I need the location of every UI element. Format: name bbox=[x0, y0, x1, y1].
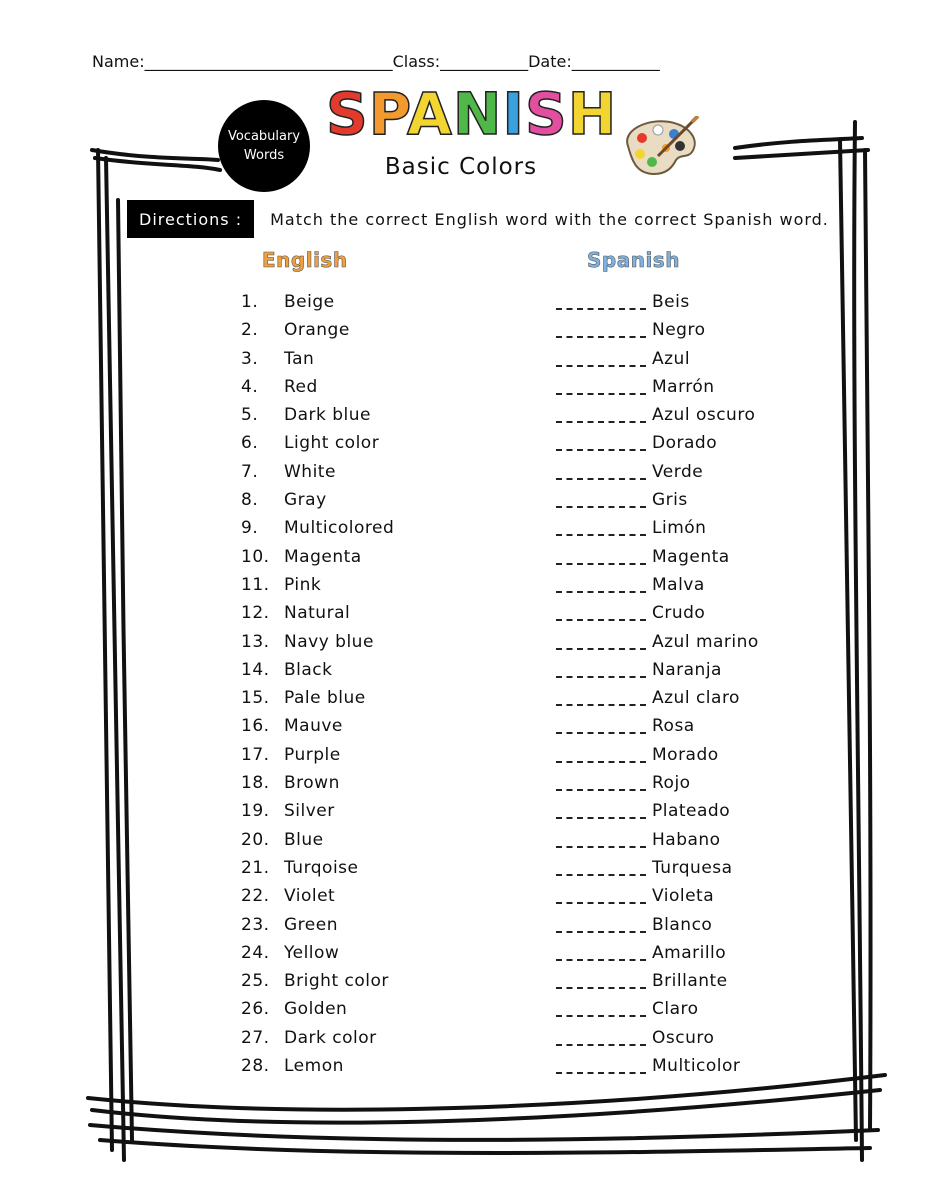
title-letter: I bbox=[502, 80, 525, 148]
list-item bbox=[0, 997, 927, 1025]
english-word: Multicolored bbox=[284, 518, 395, 539]
spanish-word: Blanco bbox=[652, 914, 713, 935]
item-number: 22. bbox=[241, 886, 270, 907]
english-word: Light color bbox=[284, 433, 380, 454]
list-item bbox=[0, 714, 927, 742]
english-word: Red bbox=[284, 376, 318, 397]
answer-blank[interactable] bbox=[556, 534, 646, 536]
spanish-title bbox=[326, 80, 618, 148]
title-letter: A bbox=[406, 80, 453, 148]
answer-blank[interactable] bbox=[556, 846, 646, 848]
title-letter: P bbox=[368, 80, 407, 148]
spanish-word: Habano bbox=[652, 829, 721, 850]
answer-blank[interactable] bbox=[556, 336, 646, 338]
spanish-word: Dorado bbox=[652, 433, 718, 454]
spanish-word: Azul claro bbox=[652, 688, 740, 709]
item-number: 20. bbox=[241, 829, 270, 850]
item-number: 17. bbox=[241, 744, 270, 765]
date-blank[interactable]: ___________ bbox=[571, 52, 660, 71]
paint-palette-icon bbox=[618, 116, 702, 178]
list-item bbox=[0, 658, 927, 686]
matching-list bbox=[0, 290, 927, 1082]
spanish-word: Marrón bbox=[652, 376, 715, 397]
spanish-word: Limón bbox=[652, 518, 707, 539]
answer-blank[interactable] bbox=[556, 365, 646, 367]
english-word: Dark blue bbox=[284, 405, 371, 426]
item-number: 26. bbox=[241, 999, 270, 1020]
item-number: 14. bbox=[241, 659, 270, 680]
list-item bbox=[0, 375, 927, 403]
english-word: Bright color bbox=[284, 971, 389, 992]
english-word: Golden bbox=[284, 999, 348, 1020]
item-number: 28. bbox=[241, 1056, 270, 1077]
english-word: Turqoise bbox=[284, 857, 359, 878]
student-info-line bbox=[92, 52, 852, 71]
english-word: Yellow bbox=[284, 942, 340, 963]
list-item bbox=[0, 460, 927, 488]
english-word: Tan bbox=[284, 348, 315, 369]
item-number: 11. bbox=[241, 574, 270, 595]
date-label: Date: bbox=[528, 52, 572, 71]
spanish-word: Turquesa bbox=[652, 857, 733, 878]
name-blank[interactable]: _______________________________ bbox=[144, 52, 393, 71]
answer-blank[interactable] bbox=[556, 902, 646, 904]
title-letter: H bbox=[567, 80, 618, 148]
english-word: Blue bbox=[284, 829, 324, 850]
spanish-word: Oscuro bbox=[652, 1027, 715, 1048]
answer-blank[interactable] bbox=[556, 421, 646, 423]
english-word: Pale blue bbox=[284, 688, 366, 709]
spanish-word: Brillante bbox=[652, 971, 728, 992]
spanish-word: Beis bbox=[652, 292, 690, 312]
list-item bbox=[0, 686, 927, 714]
item-number: 23. bbox=[241, 914, 270, 935]
list-item bbox=[0, 403, 927, 431]
vocabulary-words-badge bbox=[218, 100, 310, 192]
item-number: 15. bbox=[241, 688, 270, 709]
list-item bbox=[0, 969, 927, 997]
answer-blank[interactable] bbox=[556, 732, 646, 734]
answer-blank[interactable] bbox=[556, 393, 646, 395]
english-word: Mauve bbox=[284, 716, 343, 737]
item-number: 2. bbox=[241, 320, 259, 341]
answer-blank[interactable] bbox=[556, 478, 646, 480]
answer-blank[interactable] bbox=[556, 1015, 646, 1017]
list-item bbox=[0, 573, 927, 601]
answer-blank[interactable] bbox=[556, 959, 646, 961]
directions-label: Directions : bbox=[127, 200, 254, 238]
item-number: 25. bbox=[241, 971, 270, 992]
spanish-word: Verde bbox=[652, 461, 704, 482]
list-item bbox=[0, 488, 927, 516]
answer-blank[interactable] bbox=[556, 648, 646, 650]
answer-blank[interactable] bbox=[556, 591, 646, 593]
answer-blank[interactable] bbox=[556, 676, 646, 678]
answer-blank[interactable] bbox=[556, 789, 646, 791]
list-item bbox=[0, 347, 927, 375]
answer-blank[interactable] bbox=[556, 506, 646, 508]
answer-blank[interactable] bbox=[556, 1044, 646, 1046]
list-item bbox=[0, 799, 927, 827]
spanish-word: Magenta bbox=[652, 546, 730, 567]
spanish-word: Violeta bbox=[652, 886, 715, 907]
list-item bbox=[0, 516, 927, 544]
answer-blank[interactable] bbox=[556, 817, 646, 819]
spanish-word: Rosa bbox=[652, 716, 695, 737]
item-number: 21. bbox=[241, 857, 270, 878]
english-word: White bbox=[284, 461, 336, 482]
spanish-word: Naranja bbox=[652, 659, 722, 680]
english-word: Dark color bbox=[284, 1027, 377, 1048]
title-letter: S bbox=[326, 80, 369, 148]
answer-blank[interactable] bbox=[556, 987, 646, 989]
spanish-word: Azul oscuro bbox=[652, 405, 756, 426]
item-number: 12. bbox=[241, 603, 270, 624]
answer-blank[interactable] bbox=[556, 308, 646, 310]
item-number: 27. bbox=[241, 1027, 270, 1048]
spanish-word: Azul bbox=[652, 348, 691, 369]
answer-blank[interactable] bbox=[556, 563, 646, 565]
answer-blank[interactable] bbox=[556, 449, 646, 451]
spanish-word: Malva bbox=[652, 574, 705, 595]
list-item bbox=[0, 431, 927, 459]
list-item bbox=[0, 856, 927, 884]
list-item bbox=[0, 630, 927, 658]
item-number: 5. bbox=[241, 405, 259, 426]
spanish-word: Negro bbox=[652, 320, 706, 341]
english-word: Brown bbox=[284, 773, 340, 794]
item-number: 1. bbox=[241, 292, 259, 312]
answer-blank[interactable] bbox=[556, 619, 646, 621]
title-letter: N bbox=[452, 80, 503, 148]
english-word: Green bbox=[284, 914, 338, 935]
item-number: 10. bbox=[241, 546, 270, 567]
badge-line1: Vocabulary bbox=[227, 129, 301, 144]
spanish-word: Multicolor bbox=[652, 1056, 741, 1077]
english-word: Pink bbox=[284, 574, 322, 595]
list-item bbox=[0, 545, 927, 573]
answer-blank[interactable] bbox=[556, 761, 646, 763]
answer-blank[interactable] bbox=[556, 931, 646, 933]
english-word: Silver bbox=[284, 801, 335, 822]
list-item bbox=[0, 771, 927, 799]
item-number: 16. bbox=[241, 716, 270, 737]
item-number: 18. bbox=[241, 773, 270, 794]
english-word: Beige bbox=[284, 292, 335, 312]
list-item bbox=[0, 1026, 927, 1054]
subtitle: Basic Colors bbox=[384, 154, 538, 180]
spanish-word: Rojo bbox=[652, 773, 691, 794]
title-letter: S bbox=[525, 80, 568, 148]
english-column-header: English bbox=[262, 248, 348, 272]
item-number: 24. bbox=[241, 942, 270, 963]
spanish-word: Morado bbox=[652, 744, 719, 765]
list-item bbox=[0, 941, 927, 969]
item-number: 7. bbox=[241, 461, 259, 482]
list-item bbox=[0, 601, 927, 629]
item-number: 19. bbox=[241, 801, 270, 822]
list-item bbox=[0, 828, 927, 856]
english-word: Lemon bbox=[284, 1056, 344, 1077]
item-number: 3. bbox=[241, 348, 259, 369]
item-number: 8. bbox=[241, 490, 259, 511]
badge-line2: Words bbox=[243, 148, 285, 163]
answer-blank[interactable] bbox=[556, 704, 646, 706]
list-item bbox=[0, 743, 927, 771]
english-word: Gray bbox=[284, 490, 327, 511]
spanish-word: Plateado bbox=[652, 801, 731, 822]
spanish-word: Gris bbox=[652, 490, 688, 511]
answer-blank[interactable] bbox=[556, 1072, 646, 1074]
class-blank[interactable]: ___________ bbox=[440, 52, 529, 71]
list-item bbox=[0, 290, 927, 318]
item-number: 9. bbox=[241, 518, 259, 539]
name-label: Name: bbox=[92, 52, 145, 71]
spanish-column-header: Spanish bbox=[587, 248, 680, 272]
answer-blank[interactable] bbox=[556, 874, 646, 876]
spanish-word: Amarillo bbox=[652, 942, 727, 963]
directions-text: Match the correct English word with the correct Spanish word. bbox=[270, 209, 829, 229]
english-word: Purple bbox=[284, 744, 341, 765]
list-item bbox=[0, 1054, 927, 1082]
item-number: 6. bbox=[241, 433, 259, 454]
english-word: Violet bbox=[284, 886, 336, 907]
spanish-word: Claro bbox=[652, 999, 699, 1020]
english-word: Orange bbox=[284, 320, 350, 341]
list-item bbox=[0, 884, 927, 912]
english-word: Navy blue bbox=[284, 631, 374, 652]
item-number: 4. bbox=[241, 376, 259, 397]
item-number: 13. bbox=[241, 631, 270, 652]
directions-row bbox=[127, 200, 829, 238]
list-item bbox=[0, 318, 927, 346]
class-label: Class: bbox=[392, 52, 441, 71]
english-word: Black bbox=[284, 659, 333, 680]
english-word: Magenta bbox=[284, 546, 362, 567]
list-item bbox=[0, 913, 927, 941]
english-word: Natural bbox=[284, 603, 351, 624]
spanish-word: Azul marino bbox=[652, 631, 759, 652]
spanish-word: Crudo bbox=[652, 603, 706, 624]
